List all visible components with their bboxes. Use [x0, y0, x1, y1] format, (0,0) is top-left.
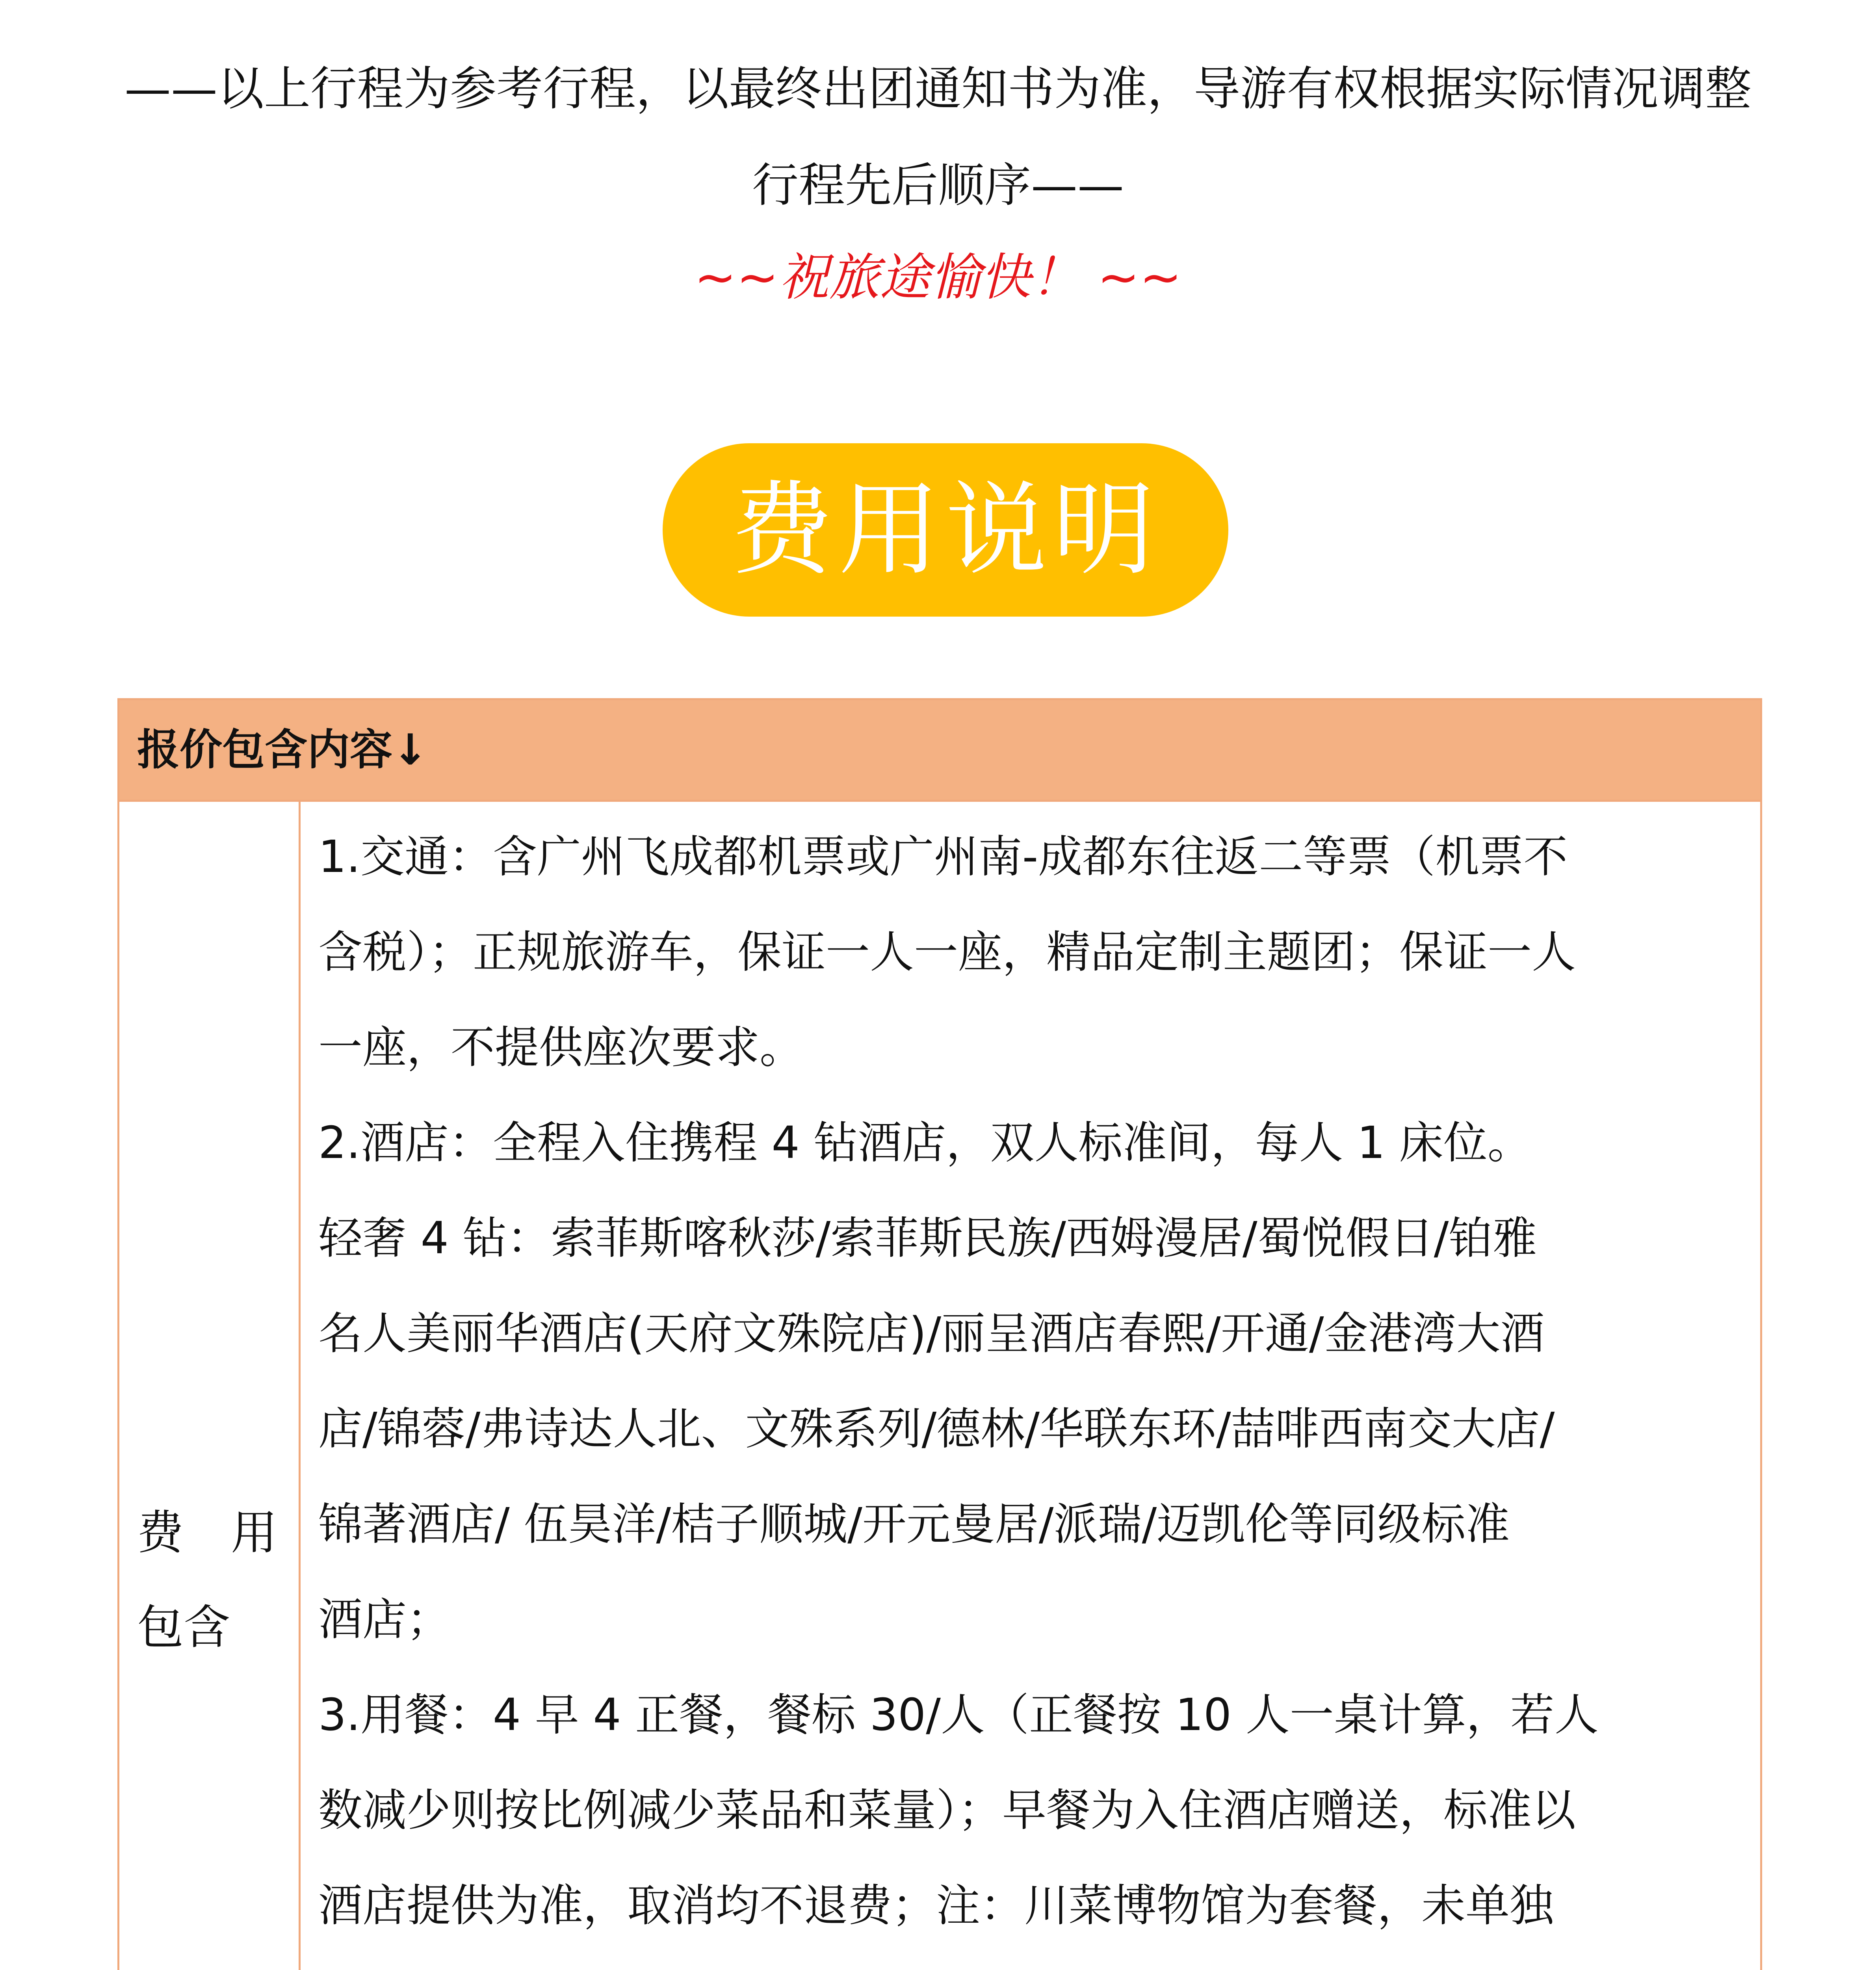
content-line: 数减少则按比例减少菜品和菜量）；早餐为入住酒店赠送，标准以: [318, 1785, 1576, 1836]
itinerary-notice-line-1: ——以上行程为参考行程，以最终出团通知书为准，导游有权根据实际情况调整: [124, 61, 1752, 116]
row-label-line-1: 费用: [137, 1505, 325, 1560]
content-line: 1.交通：含广州飞成都机票或广州南-成都东往返二等票（机票不: [318, 831, 1568, 883]
content-line: 锦著酒店/ 伍昊洋/桔子顺城/开元曼居/派瑞/迈凯伦等同级标准: [318, 1499, 1510, 1550]
content-line: 轻奢 4 钻：索菲斯喀秋莎/索菲斯民族/西姆漫居/蜀悦假日/铂雅: [318, 1213, 1537, 1264]
content-line: 店/锦蓉/弗诗达人北、文殊系列/德林/华联东环/喆啡西南交大店/: [318, 1403, 1555, 1455]
section-title: 费用说明: [731, 471, 1160, 589]
greeting-text: ~~祝旅途愉快！ ~~: [694, 248, 1182, 307]
row-label-cell: [119, 800, 325, 1970]
row-label-line-2: 包含: [137, 1600, 230, 1654]
content-line: 2.酒店：全程入住携程 4 钻酒店，双人标准间，每人 1 床位。: [318, 1117, 1532, 1169]
content-line: 一座，不提供座次要求。: [318, 1022, 804, 1073]
fee-content-cell: [318, 800, 1752, 1970]
section-title-pill: [663, 443, 1228, 617]
itinerary-notice-line-2: 行程先后顺序——: [752, 158, 1124, 212]
content-line: 酒店；: [318, 1594, 451, 1645]
table-header-text: 报价包含内容↓: [137, 725, 428, 775]
content-line: 名人美丽华酒店(天府文殊院店)/丽呈酒店春熙/开通/金港湾大酒: [318, 1308, 1545, 1359]
fee-table: [117, 698, 1762, 1970]
table-header: [119, 700, 1760, 802]
content-line: 3.用餐：4 早 4 正餐，餐标 30/人（正餐按 10 人一桌计算，若人: [318, 1689, 1599, 1741]
content-line: 酒店提供为准，取消均不退费；注：川菜博物馆为套餐，未单独: [318, 1880, 1554, 1931]
content-line: 含税）；正规旅游车，保证一人一座，精品定制主题团；保证一人: [318, 927, 1576, 978]
